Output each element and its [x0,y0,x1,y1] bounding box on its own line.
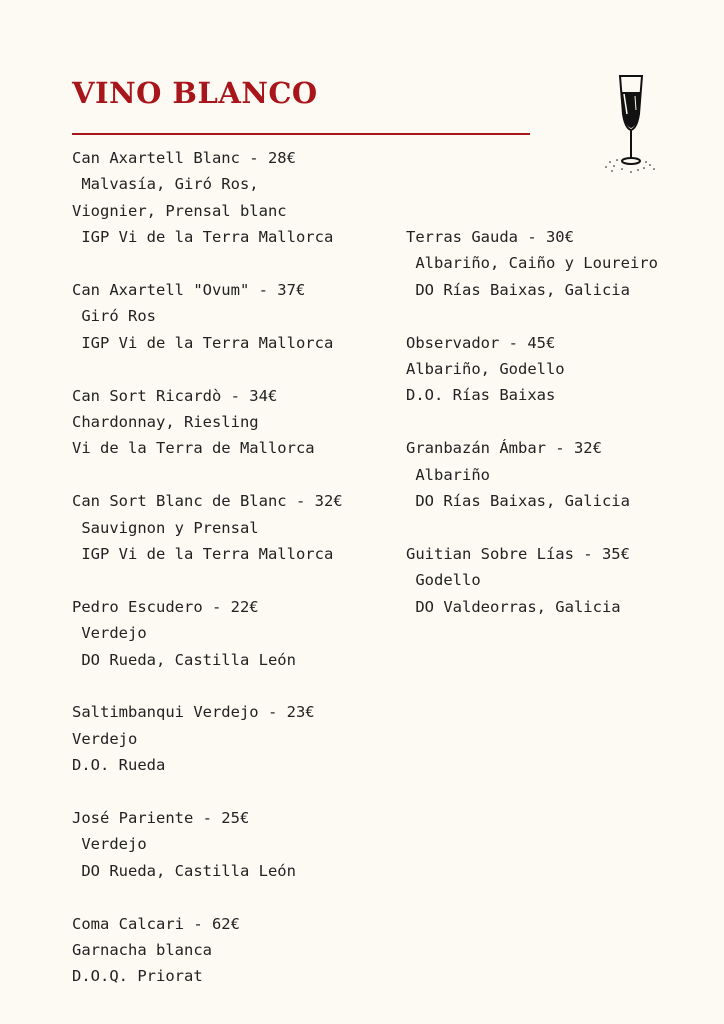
wine-detail: Albariño, Godello [406,360,565,379]
wine-detail: Malvasía, Giró Ros, [72,175,259,194]
wine-name-price: Coma Calcari - 62€ [72,914,240,933]
wine-detail: DO Rueda, Castilla León [72,861,296,880]
wine-detail: Verdejo [72,729,138,748]
wine-detail: Verdejo [72,835,147,854]
wine-entry [72,488,392,567]
wine-list-right [406,224,706,646]
wine-name-price: José Pariente - 25€ [72,809,250,828]
wine-entry [72,805,392,884]
page-title: VINO BLANCO [72,76,318,110]
wine-name-price: Can Sort Blanc de Blanc - 32€ [72,492,343,511]
wine-name-price: Can Sort Ricardò - 34€ [72,386,278,405]
wine-detail: Godello [406,571,481,590]
wine-detail: IGP Vi de la Terra Mallorca [72,228,334,247]
wine-name-price: Pedro Escudero - 22€ [72,597,259,616]
wine-detail: Vi de la Terra de Mallorca [72,439,315,458]
wine-entry [72,594,392,673]
wine-name-price: Guitian Sobre Lías - 35€ [406,544,630,563]
wine-detail: DO Valdeorras, Galicia [406,597,621,616]
wine-entry [406,541,706,620]
wine-name-price: Can Axartell "Ovum" - 37€ [72,281,306,300]
wine-name-price: Granbazán Ámbar - 32€ [406,439,602,458]
wine-detail: DO Rueda, Castilla León [72,650,296,669]
wine-detail: Chardonnay, Riesling [72,413,259,432]
wine-detail: IGP Vi de la Terra Mallorca [72,545,334,564]
wine-detail: DO Rías Baixas, Galicia [406,492,630,511]
wine-detail: Verdejo [72,624,147,643]
wine-entry [406,224,706,303]
wine-detail: Albariño, Caiño y Loureiro [406,254,658,273]
wine-detail: DO Rías Baixas, Galicia [406,280,630,299]
title-divider [72,133,530,135]
wine-detail: Albariño [406,465,490,484]
wine-entry [406,330,706,409]
wine-name-price: Observador - 45€ [406,333,556,352]
wine-detail: Sauvignon y Prensal [72,518,259,537]
wine-glass-icon [602,70,658,178]
wine-name-price: Terras Gauda - 30€ [406,228,574,246]
wine-detail: Giró Ros [72,307,156,326]
wine-detail: IGP Vi de la Terra Mallorca [72,333,334,352]
wine-detail: D.O.Q. Priorat [72,967,203,986]
wine-entry [72,699,392,778]
wine-detail: Garnacha blanca [72,941,212,960]
wine-list-left [72,145,392,1016]
wine-detail: D.O. Rías Baixas [406,386,556,405]
wine-entry [72,277,392,356]
wine-entry [406,435,706,514]
wine-detail: Viognier, Prensal blanc [72,201,287,220]
wine-entry [72,911,392,990]
wine-entry [72,383,392,462]
wine-name-price: Can Axartell Blanc - 28€ [72,149,296,167]
wine-detail: D.O. Rueda [72,756,166,775]
wine-name-price: Saltimbanqui Verdejo - 23€ [72,703,315,722]
wine-entry [72,145,392,251]
